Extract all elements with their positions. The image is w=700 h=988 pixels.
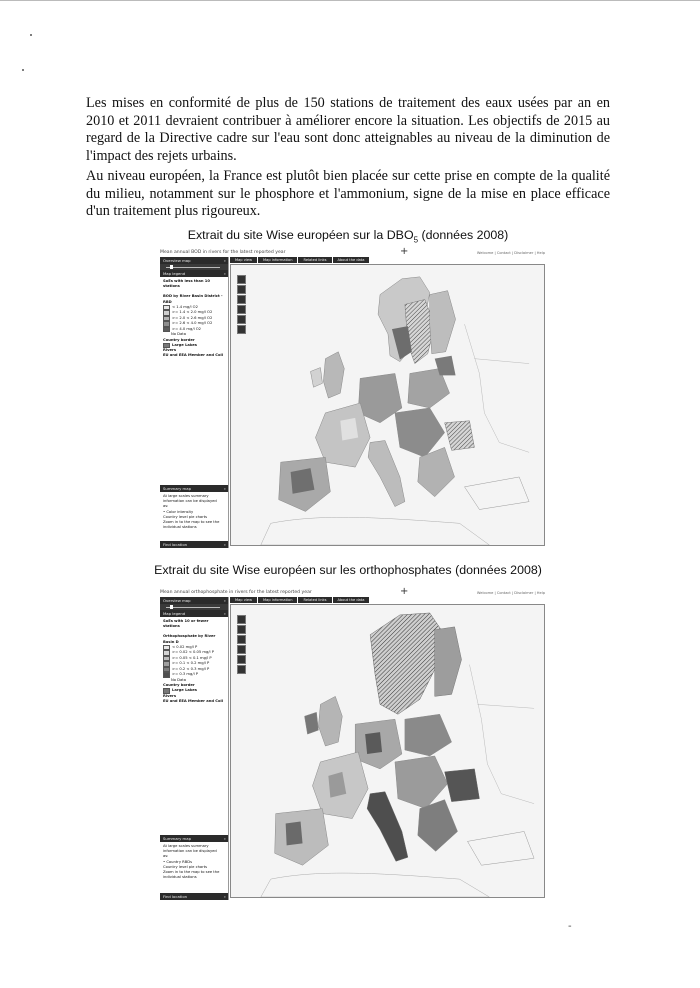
figure-1-map-screenshot — [160, 246, 547, 548]
body-paragraph-1: Les mises en conformité de plus de 150 stations de traitement des eaux usées par an en 2010 et 2011 devraient contribuer à améliorer encore la situation. Les objectifs de 2015 au regard de la Directive cadre sur l'eau sont donc atteignables au niveau de la diminution de l'impact des rejets urbains. — [86, 95, 610, 164]
tab-map-view[interactable]: Map view — [230, 597, 257, 603]
tab-map-information[interactable]: Map information — [258, 597, 297, 603]
collapse-icon[interactable]: » — [223, 611, 226, 616]
legend-item: >= 0.3 mg/l P — [163, 672, 225, 678]
find-location-header[interactable]: Find location » — [160, 893, 228, 900]
top-links[interactable]: Welcome | Contact | Disclaimer | Help — [476, 251, 545, 255]
legend-item: >= 2.6 < 4.0 mg/l O2 — [163, 321, 225, 327]
map-toolbar — [237, 615, 246, 674]
print-icon[interactable] — [237, 665, 246, 674]
collapse-icon[interactable]: » — [223, 486, 226, 491]
legend-item: Rivers — [163, 693, 177, 698]
legend-item: Country border — [163, 683, 195, 688]
legend-item: >= 0.1 < 0.2 mg/l P — [163, 661, 225, 667]
tab-map-view[interactable]: Map view — [230, 257, 257, 263]
slider-handle[interactable] — [170, 265, 173, 269]
legend-heading: Orthophosphate by River Basin D — [163, 634, 216, 644]
tab-about-data[interactable]: About the data — [333, 597, 370, 603]
zoom-out-icon[interactable] — [237, 285, 246, 294]
map-title: Mean annual orthophosphate in rivers for the latest reported year — [160, 590, 312, 595]
legend-item: < 0.02 mg/l P — [163, 645, 225, 651]
side-panel — [160, 257, 229, 548]
body-paragraph-2: Au niveau européen, la France est plutôt bien placée sur cette prise en compte de la qualité du milieu, notamment sur le phosphore et l'ammonium, signe de la mise en place efficace d'un traitement plus rigoureux. — [86, 168, 610, 220]
collapse-icon[interactable]: » — [223, 271, 226, 276]
map-toolbar — [237, 275, 246, 334]
map-canvas[interactable] — [230, 604, 545, 898]
legend-item: >= 0.02 < 0.05 mg/l P — [163, 650, 225, 656]
summary-map-header[interactable]: Summary map » — [160, 835, 228, 842]
zoom-in-icon[interactable] — [237, 275, 246, 284]
legend-item: Rivers — [163, 348, 177, 353]
europe-map — [231, 265, 544, 545]
legend-item: EU and EEA Member and Coll — [163, 698, 224, 703]
scan-speck — [30, 34, 32, 36]
legend-heading: SoEs with 10 or fewer stations — [163, 619, 209, 629]
figure-1-caption — [86, 228, 610, 244]
scan-speck — [22, 69, 24, 71]
figure-1-caption-prefix: Extrait du site Wise européen sur la DBO — [187, 228, 414, 242]
legend-item: >= 0.05 < 0.1 mg/l P — [163, 656, 225, 662]
legend-item: >= 2.0 < 2.6 mg/l O2 — [163, 316, 225, 322]
legend-heading: SoEs with less than 10 stations — [163, 279, 210, 289]
side-panel — [160, 597, 229, 900]
pan-icon[interactable] — [237, 635, 246, 644]
legend-item: Country border — [163, 337, 195, 342]
tab-related-links[interactable]: Related links — [298, 597, 331, 603]
collapse-icon[interactable]: » — [223, 894, 226, 899]
map-canvas[interactable] — [230, 264, 545, 546]
europe-map — [231, 605, 544, 897]
collapse-icon[interactable]: » — [223, 598, 226, 603]
tab-related-links[interactable]: Related links — [298, 257, 331, 263]
collapse-icon[interactable]: » — [223, 542, 226, 547]
tab-about-data[interactable]: About the data — [333, 257, 370, 263]
map-legend-header[interactable]: Map legend » — [160, 270, 228, 277]
legend-item: No Data — [171, 332, 186, 337]
overview-map-header[interactable]: Overview map » — [160, 597, 228, 604]
legend-item: EU and EEA Member and Coll — [163, 353, 224, 358]
summary-body: At large scales summary information can be displayed as: • Color intensity Country level pie charts Zoom in to the map to see the individual stations — [163, 494, 220, 530]
tab-map-information[interactable]: Map information — [258, 257, 297, 263]
summary-map-header[interactable]: Summary map » — [160, 485, 228, 492]
figure-1-caption-suffix: (données 2008) — [418, 228, 509, 242]
overview-map-header[interactable]: Overview map » — [160, 257, 228, 264]
figure-1-caption-subscript: 5 — [413, 235, 419, 245]
map-tabs — [230, 597, 369, 603]
legend-item: Large Lakes — [163, 688, 225, 694]
map-tabs — [230, 257, 369, 263]
page-footer-mark: - — [568, 921, 572, 932]
collapse-icon[interactable]: » — [223, 836, 226, 841]
collapse-icon[interactable]: » — [223, 258, 226, 263]
legend-body — [160, 277, 228, 361]
find-location-header[interactable]: Find location » — [160, 541, 228, 548]
legend-item: >= 0.2 < 0.3 mg/l P — [163, 667, 225, 673]
figure-2-map-screenshot — [160, 586, 547, 900]
summary-body: At large scales summary information can be displayed as: • Country RBDs Country level pie charts Zoom in to the map to see the individual stations — [163, 844, 220, 880]
figure-2-caption: Extrait du site Wise européen sur les orthophosphates (données 2008) — [154, 563, 542, 577]
legend-body — [160, 617, 228, 706]
map-legend-header[interactable]: Map legend » — [160, 610, 228, 617]
info-icon[interactable] — [237, 655, 246, 664]
map-title: Mean annual BOD in rivers for the latest reported year — [160, 250, 286, 255]
zoom-out-icon[interactable] — [237, 625, 246, 634]
legend-item: Large Lakes — [163, 343, 225, 349]
top-links[interactable]: Welcome | Contact | Disclaimer | Help — [476, 591, 545, 595]
zoom-in-icon[interactable] — [237, 615, 246, 624]
slider-handle[interactable] — [170, 605, 173, 609]
full-extent-icon[interactable] — [237, 645, 246, 654]
legend-heading: BOD by River Basin District - RBD — [163, 294, 223, 304]
crosshair-icon: + — [400, 246, 409, 257]
legend-item: >= 1.4 < 2.0 mg/l O2 — [163, 310, 225, 316]
full-extent-icon[interactable] — [237, 305, 246, 314]
page-top-rule — [0, 0, 700, 1]
print-icon[interactable] — [237, 325, 246, 334]
legend-item: >= 4.0 mg/l O2 — [163, 327, 225, 333]
legend-item: < 1.4 mg/l O2 — [163, 305, 225, 311]
pan-icon[interactable] — [237, 295, 246, 304]
info-icon[interactable] — [237, 315, 246, 324]
crosshair-icon: + — [400, 586, 409, 597]
legend-item: No Data — [171, 677, 186, 682]
